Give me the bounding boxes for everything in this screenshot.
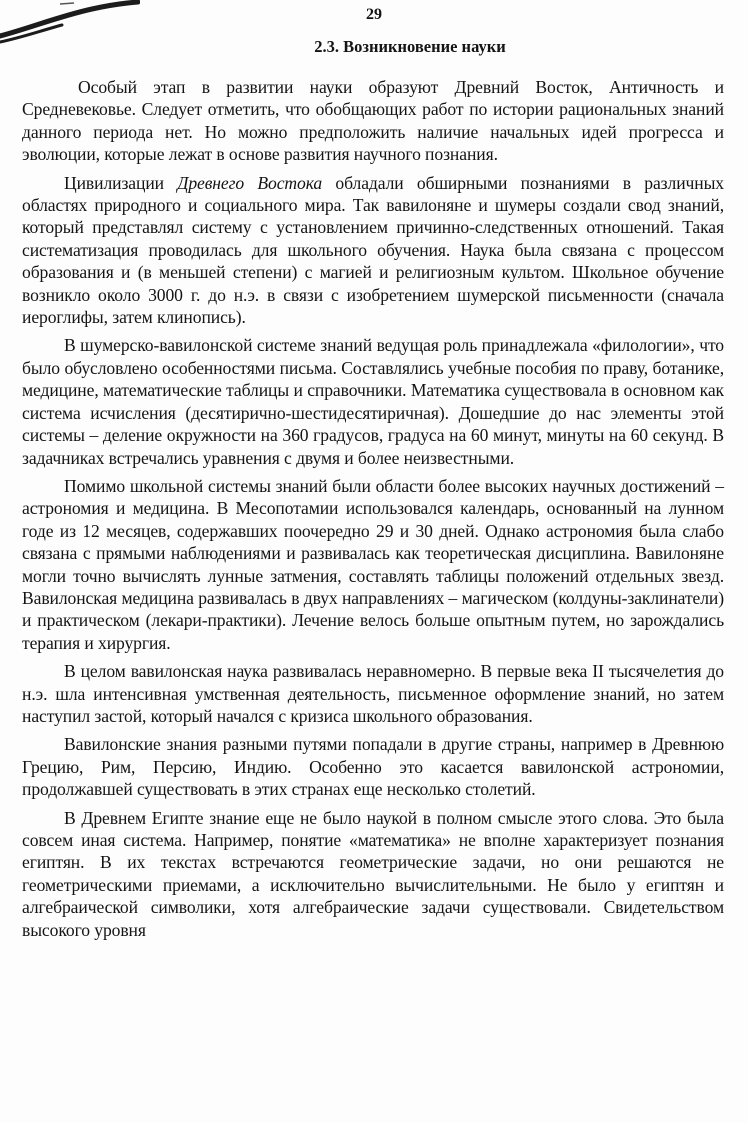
paragraph-3 <box>22 334 724 468</box>
paragraph-6 <box>22 733 724 800</box>
paragraph-4 <box>22 475 724 654</box>
paragraph-5-text: В целом вавилонская наука развивалась неравномерно. В первые века II тысячелетия до н.э. шла интенсивная умственная деятельность, письменное оформление знаний, но затем наступил застой, который начался с кризиса школьного образования. <box>22 661 724 726</box>
paragraph-4-text: Помимо школьной системы знаний были области более высоких научных достижений – астрономия и медицина. В Месопотамии использовался календарь, основанный на лунном годе из 12 месяцев, содержавших поочередно 29 и 30 дней. Однако астрономия была слабо связана с прямыми наблюдениями и развивалась как теоретическая дисциплина. Вавилоняне могли точно вычислять лунные затмения, составлять таблицы положений отдельных звезд. Вавилонская медицина развивалась в двух направлениях – магическом (колдуны-заклинатели) и практическом (лекари-практики). Лечение велось больше опытным путем, но зарождались терапия и хирургия. <box>22 475 724 653</box>
paragraph-6-text: Вавилонские знания разными путями попадали в другие страны, например в Древнюю Грецию, Рим, Персию, Индию. Особенно это касается вавилонской астрономии, продолжавшей существовать в этих странах еще несколько столетий. <box>22 734 724 800</box>
paragraph-7 <box>22 807 724 941</box>
body-text <box>22 76 724 947</box>
paragraph-5 <box>22 660 724 727</box>
paragraph-2 <box>22 172 724 329</box>
paragraph-2-text-end: обладали обширными познаниями в различных областях природного и социального мира. Так вавилоняне и шумеры создали свод знаний, который представлял систему с установлением причинно-следственных отношений. Такая систематизация проводилась для школьного обучения. Наука была связана с процессом образования и (в меньшей степени) с магией и религиозным культом. Школьное обучение возникло около 3000 г. до н.э. в связи с изобретением шумерской письменности (сначала иероглифы, затем клинопись). <box>22 172 724 328</box>
paragraph-2-emphasis: Древнего Востока <box>177 172 323 193</box>
page-number: 29 <box>366 6 382 23</box>
paragraph-2-text-start: Цивилизации <box>64 172 178 193</box>
section-title: 2.3. Возникновение науки <box>314 37 506 56</box>
paragraph-7-text: В Древнем Египте знание еще не было наукой в полном смысле этого слова. Это была совсем иная система. Например, понятие «математика» не вполне характеризует познания египтян. В их текстах встречаются геометрические задачи, но они решаются не геометрическими приемами, а исключительно вычислительными. Не было у египтян и алгебраической символики, хотя алгебраические задачи существовали. Свидетельством высокого уровня <box>22 807 724 940</box>
paragraph-1 <box>22 76 724 166</box>
paragraph-1-text: Особый этап в развитии науки образуют Древний Восток, Античность и Средневековье. Следует отметить, что обобщающих работ по истории рациональных знаний данного периода нет. Но можно предположить наличие начальных идей прогресса и эволюции, которые лежат в основе развития научного познания. <box>22 77 724 165</box>
paragraph-3-text: В шумерско-вавилонской системе знаний ведущая роль принадлежала «филологии», что было обусловлено особенностями письма. Составлялись учебные пособия по праву, ботанике, медицине, математические таблицы и справочники. Математика существовала в основном как система исчисления (десятирично-шестидесятиричная). Дошедшие до нас элементы этой системы – деление окружности на 360 градусов, градуса на 60 минут, минуты на 60 секунд. В задачниках встречались уравнения с двумя и более неизвестными. <box>22 335 724 468</box>
